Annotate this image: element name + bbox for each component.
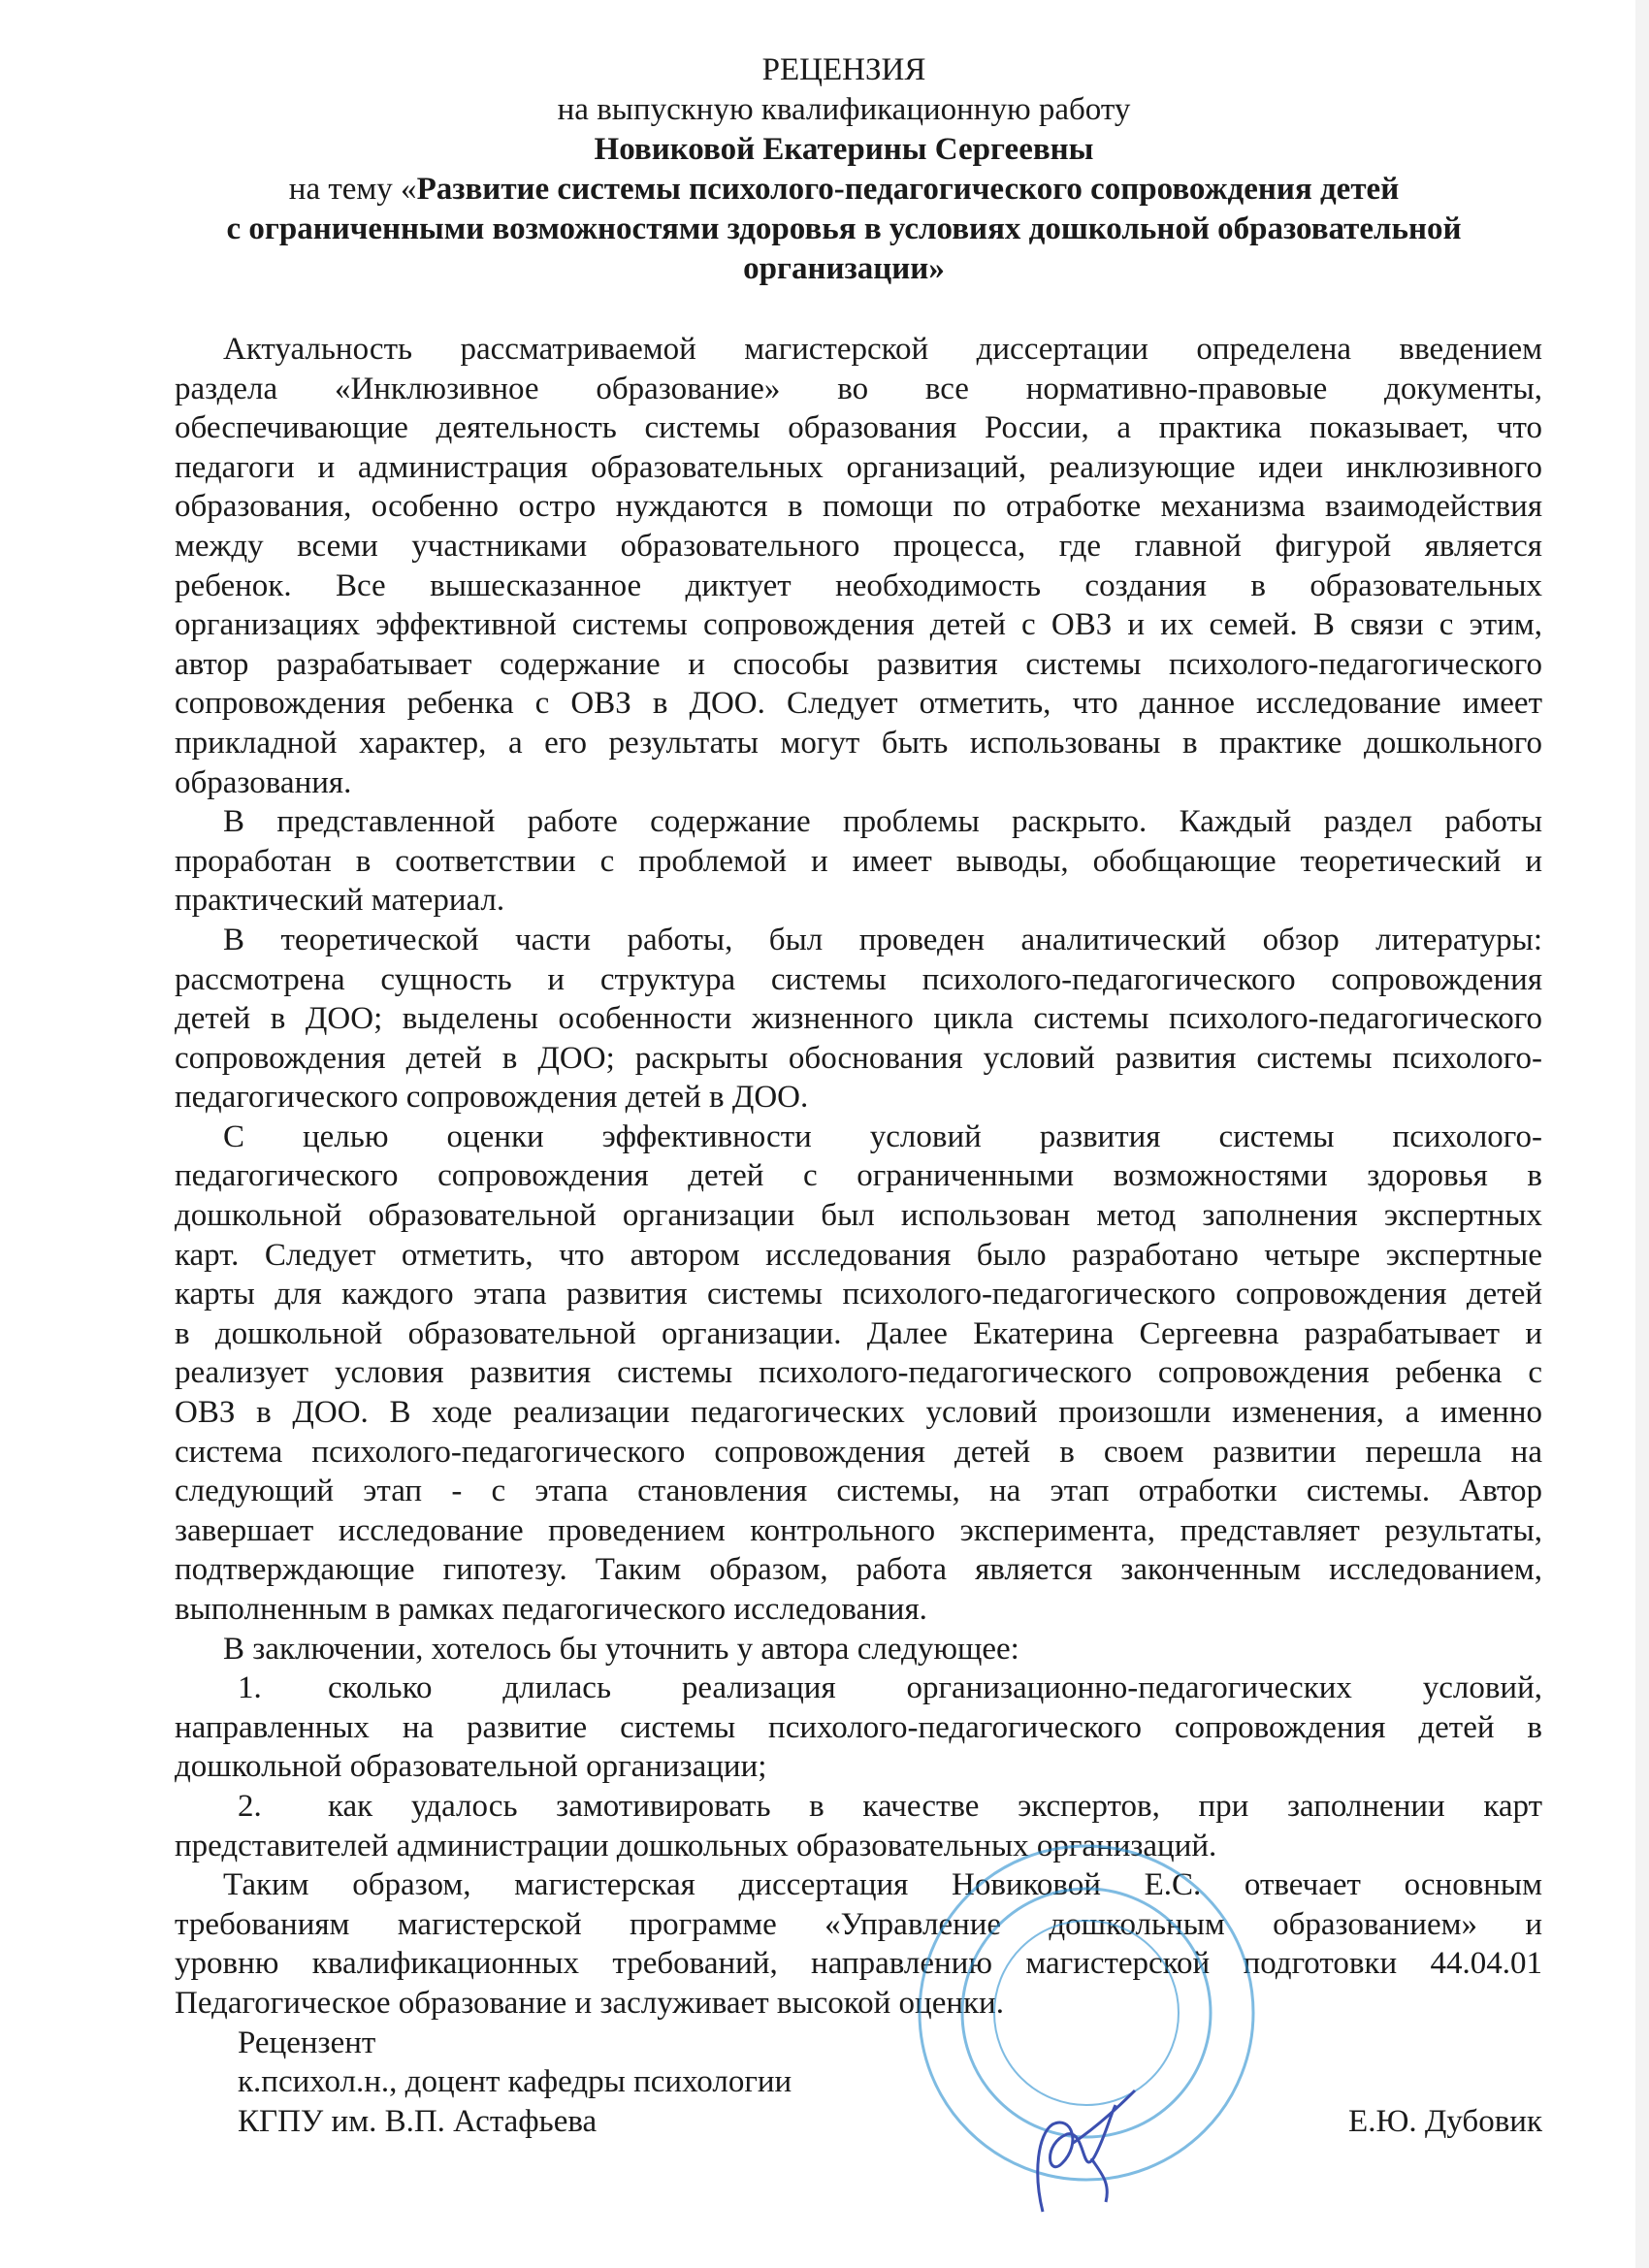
conclusion-paragraph bbox=[175, 1865, 1542, 2023]
paragraph-line: рассмотрена сущность и структура системы психолого-педагогического сопровождения bbox=[175, 961, 1542, 997]
topic-prefix: на тему « bbox=[288, 172, 417, 207]
document-header bbox=[146, 50, 1542, 289]
conclusion-line: требованиям магистерской программе «Управление дошкольным образованием» и bbox=[175, 1906, 1542, 1942]
paragraph-line: педагоги и администрация образовательных организаций, реализующие идеи инклюзивного bbox=[175, 449, 1542, 485]
paragraph-line: выполненным в рамках педагогического исследования. bbox=[175, 1592, 927, 1627]
question-number: 2. bbox=[238, 1788, 262, 1824]
paragraph-line: Актуальность рассматриваемой магистерской диссертации определена введением bbox=[223, 332, 1542, 367]
topic-line-1 bbox=[146, 170, 1542, 210]
paragraph-line: педагогического сопровождения детей в ДОО. bbox=[175, 1080, 809, 1116]
review-body bbox=[175, 330, 1542, 2141]
reviewer-name: Е.Ю. Дубовик bbox=[1348, 2103, 1542, 2139]
topic-line-3: организации» bbox=[743, 251, 945, 286]
reviewer-position: к.психол.н., доцент кафедры психологии bbox=[238, 2064, 792, 2100]
question-line: направленных на развитие системы психолого-педагогического сопровождения детей в bbox=[175, 1709, 1542, 1745]
conclusion-line: Педагогическое образование и заслуживает высокой оценки. bbox=[175, 1985, 1004, 2021]
paragraph-line: автор разрабатывает содержание и способы развития системы психолого-педагогического bbox=[175, 646, 1542, 682]
document-heading: РЕЦЕНЗИЯ bbox=[761, 52, 926, 87]
question-line: сколько длилась реализация организационно-педагогических условий, bbox=[328, 1670, 1542, 1706]
paragraph-line: прикладной характер, а его результаты могут быть использованы в практике дошкольного bbox=[175, 725, 1542, 761]
paragraph-line: реализует условия развития системы психолого-педагогического сопровождения ребенка с bbox=[175, 1355, 1542, 1391]
questions-list bbox=[175, 1669, 1542, 1865]
paragraph-line: сопровождения детей в ДОО; раскрыты обоснования условий развития системы психолого- bbox=[175, 1040, 1542, 1076]
scan-edge bbox=[1635, 0, 1649, 2268]
question-line: дошкольной образовательной организации; bbox=[175, 1749, 767, 1785]
student-name: Новиковой Екатерины Сергеевны bbox=[594, 132, 1094, 167]
paragraph-line: образования. bbox=[175, 764, 352, 800]
paragraph-line: раздела «Инклюзивное образование» во все нормативно-правовые документы, bbox=[175, 371, 1542, 406]
paragraph-line: следующий этап - с этапа становления системы, на этап отработки системы. Автор bbox=[175, 1474, 1542, 1509]
paragraph-line: в дошкольной образовательной организации. Далее Екатерина Сергеевна разрабатывает и bbox=[175, 1315, 1542, 1351]
paragraph-line: В заключении, хотелось бы уточнить у автора следующее: bbox=[223, 1631, 1019, 1667]
paragraph-line: ребенок. Все вышесказанное диктует необходимость создания в образовательных bbox=[175, 567, 1542, 603]
paragraph-line: между всеми участниками образовательного процесса, где главной фигурой является bbox=[175, 528, 1542, 564]
signature-block bbox=[175, 2024, 1542, 2142]
paragraph-line: ОВЗ в ДОО. В ходе реализации педагогических условий произошли изменения, а именно bbox=[175, 1395, 1542, 1431]
paragraph-line: система психолого-педагогического сопровождения детей в своем развитии перешла на bbox=[175, 1434, 1542, 1470]
paragraph-line: практический материал. bbox=[175, 883, 505, 919]
question-line: представителей администрации дошкольных образовательных организаций. bbox=[175, 1828, 1217, 1863]
paragraph-line: дошкольной образовательной организации был использован метод заполнения экспертных bbox=[175, 1198, 1542, 1234]
question-line: как удалось замотивировать в качестве экспертов, при заполнении карт bbox=[328, 1788, 1542, 1824]
paragraph-line: С целью оценки эффективности условий развития системы психолого- bbox=[223, 1118, 1542, 1154]
reviewer-role: Рецензент bbox=[238, 2025, 376, 2060]
conclusion-line: Таким образом, магистерская диссертация Новиковой Е.С. отвечает основным bbox=[223, 1867, 1542, 1903]
paragraph-line: организациях эффективной системы сопровождения детей с ОВЗ и их семей. В связи с этим, bbox=[175, 607, 1542, 643]
review-paragraphs bbox=[175, 330, 1542, 1669]
paragraph-line: В представленной работе содержание проблемы раскрыто. Каждый раздел работы bbox=[223, 804, 1542, 840]
question-number: 1. bbox=[238, 1670, 262, 1706]
paragraph-line: обеспечивающие деятельность системы образования России, а практика показывает, что bbox=[175, 410, 1542, 446]
question-first-line bbox=[175, 1787, 1542, 1827]
conclusion-line: уровню квалификационных требований, направлению магистерской подготовки 44.04.01 bbox=[175, 1946, 1542, 1982]
paragraph-line: образования, особенно остро нуждаются в помощи по отработке механизма взаимодействия bbox=[175, 489, 1542, 525]
document-subtitle: на выпускную квалификационную работу bbox=[557, 92, 1131, 127]
paragraph-line: карты для каждого этапа развития системы психолого-педагогического сопровождения детей bbox=[175, 1277, 1542, 1312]
paragraph-line: проработан в соответствии с проблемой и имеет выводы, обобщающие теоретический и bbox=[175, 843, 1542, 879]
paragraph-line: подтверждающие гипотезу. Таким образом, работа является законченным исследованием, bbox=[175, 1552, 1542, 1588]
topic-text-1: Развитие системы психолого-педагогического сопровождения детей bbox=[416, 172, 1400, 207]
question-first-line bbox=[175, 1669, 1542, 1708]
paragraph-line: карт. Следует отметить, что автором исследования было разработано четыре экспертные bbox=[175, 1237, 1542, 1273]
paragraph-line: детей в ДОО; выделены особенности жизненного цикла системы психолого-педагогического bbox=[175, 1001, 1542, 1037]
paragraph-line: завершает исследование проведением контрольного эксперимента, представляет результаты, bbox=[175, 1512, 1542, 1548]
topic-line-2: с ограниченными возможностями здоровья в условиях дошкольной образовательной bbox=[226, 211, 1462, 246]
paragraph-line: В теоретической части работы, был проведен аналитический обзор литературы: bbox=[223, 922, 1542, 957]
paragraph-line: сопровождения ребенка с ОВЗ в ДОО. Следует отметить, что данное исследование имеет bbox=[175, 686, 1542, 722]
reviewer-university: КГПУ им. В.П. Астафьева bbox=[238, 2103, 598, 2139]
paragraph-line: педагогического сопровождения детей с ограниченными возможностями здоровья в bbox=[175, 1158, 1542, 1194]
